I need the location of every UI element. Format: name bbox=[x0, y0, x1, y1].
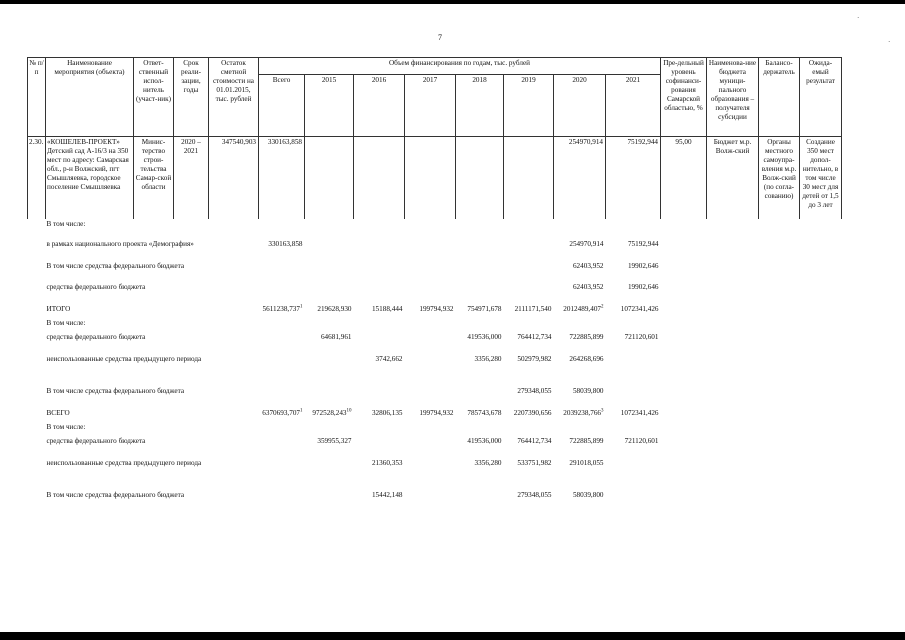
header-funding: Объем финансирования по годам, тыс. рублей bbox=[259, 58, 661, 75]
cell-2015: 64681,961 bbox=[320, 332, 352, 341]
cell-2016: 3742,662 bbox=[375, 354, 403, 363]
page-number: 7 bbox=[438, 33, 442, 42]
cell-2016: 15442,148 bbox=[371, 490, 403, 499]
row-label: В том числе средства федерального бюджета bbox=[46, 490, 185, 499]
cell-2018: 3356,280 bbox=[474, 354, 502, 363]
row-label: средства федерального бюджета bbox=[46, 332, 146, 341]
cell-2016: 32806,135 bbox=[371, 408, 403, 417]
cell-2020: 58039,800 bbox=[572, 490, 604, 499]
cell-2020: 264268,696 bbox=[569, 354, 604, 363]
table-row bbox=[28, 408, 842, 422]
row-label: ВСЕГО bbox=[46, 408, 70, 417]
cell-2018: 419536,000 bbox=[467, 436, 502, 445]
cell-2018: 3356,280 bbox=[474, 458, 502, 467]
cell-2020: 2039238,766 bbox=[563, 408, 601, 417]
cell-2019: 533751,982 bbox=[517, 458, 552, 467]
header-2019: 2019 bbox=[504, 75, 554, 137]
row-label: в рамках национального проекта «Демография» bbox=[46, 239, 194, 248]
row-label: ИТОГО bbox=[46, 304, 71, 313]
header-num: № п/п bbox=[28, 58, 46, 137]
table-row bbox=[28, 354, 842, 386]
scan-mark: · bbox=[857, 14, 860, 22]
cell-2015: 359955,327 bbox=[317, 436, 352, 445]
scan-mark: · bbox=[888, 38, 891, 46]
header-executor: Ответ-ственный испол-нитель (участ-ник) bbox=[134, 58, 174, 137]
row-label: В том числе: bbox=[46, 318, 86, 327]
table-row bbox=[28, 332, 842, 354]
cell-2021: 1072341,426 bbox=[620, 408, 659, 417]
row-label: неиспользованные средства предыдущего периода bbox=[46, 354, 202, 363]
cell-2021: 19902,646 bbox=[627, 282, 659, 291]
main-budget: Бюджет м.р. Волж-ский bbox=[707, 137, 759, 219]
header-2016: 2016 bbox=[354, 75, 405, 137]
cell-2018: 419536,000 bbox=[467, 332, 502, 341]
cell-2021: 75192,944 bbox=[627, 239, 659, 248]
table-row bbox=[28, 422, 842, 436]
cell-total: 330163,858 bbox=[268, 239, 303, 248]
top-border bbox=[0, 0, 905, 4]
cell-2019: 2111171,540 bbox=[514, 304, 552, 313]
cell-2017: 199794,932 bbox=[419, 304, 454, 313]
header-2015: 2015 bbox=[305, 75, 354, 137]
main-2021: 75192,944 bbox=[606, 137, 661, 219]
cell-2020: 722885,899 bbox=[569, 436, 604, 445]
cell-2015: 219628,930 bbox=[317, 304, 352, 313]
cell-2020: 2012489,407 bbox=[563, 304, 601, 313]
main-total: 330163,858 bbox=[259, 137, 305, 219]
main-result: Создание 350 мест допол-нительно, в том числе 30 мест для детей от 1,5 до 3 лет bbox=[800, 137, 842, 219]
table-row bbox=[28, 261, 842, 282]
footnote-marker: 10 bbox=[346, 408, 352, 414]
cell-2016: 15188,444 bbox=[371, 304, 403, 313]
cell-total: 5611238,737 bbox=[262, 304, 300, 313]
header-term: Срок реали-зации, годы bbox=[174, 58, 209, 137]
main-holder: Органы местного самоупра-вления м.р. Волж-ский (по согла-сованию) bbox=[759, 137, 800, 219]
cell-2015: 972528,243 bbox=[312, 408, 347, 417]
row-label: средства федерального бюджета bbox=[46, 282, 146, 291]
main-num: 2.30. bbox=[28, 137, 46, 219]
table-row bbox=[28, 219, 842, 239]
main-name: «КОШЕЛЕВ-ПРОЕКТ» Детский сад А-16/3 на 350 мест по адресу: Самарская обл., р-н Волжский, пгт Смышляевка, городское поселение Смышляевка bbox=[46, 137, 134, 219]
bottom-border bbox=[0, 632, 905, 640]
cell-2020: 722885,899 bbox=[569, 332, 604, 341]
cell-2021: 19902,646 bbox=[627, 261, 659, 270]
cell-2018: 785743,678 bbox=[467, 408, 502, 417]
cell-2021: 721120,601 bbox=[624, 436, 659, 445]
cell-2018: 754971,678 bbox=[467, 304, 502, 313]
header-total: Всего bbox=[259, 75, 305, 137]
table-row bbox=[28, 304, 842, 318]
header-holder: Балансо-держатель bbox=[759, 58, 800, 137]
cell-2019: 2207390,656 bbox=[513, 408, 552, 417]
cell-2019: 279348,055 bbox=[517, 386, 552, 395]
row-label: неиспользованные средства предыдущего периода bbox=[46, 458, 202, 467]
main-term: 2020 – 2021 bbox=[174, 137, 209, 219]
footnote-marker: 3 bbox=[601, 408, 604, 414]
header-cofinance: Пре-дельный уровень софинанси-рования Самарской областью, % bbox=[661, 58, 707, 137]
main-2020: 254970,914 bbox=[554, 137, 606, 219]
table-row bbox=[28, 282, 842, 304]
header-2017: 2017 bbox=[405, 75, 456, 137]
cell-total: 6370693,707 bbox=[262, 408, 300, 417]
main-remaining: 347540,903 bbox=[209, 137, 259, 219]
cell-2019: 764412,734 bbox=[517, 332, 552, 341]
footnote-marker: 1 bbox=[300, 408, 303, 414]
header-result: Ожида-емый результат bbox=[800, 58, 842, 137]
main-executor: Минис-терство строи-тельства Самар-ской области bbox=[134, 137, 174, 219]
cell-2020: 62403,952 bbox=[572, 282, 604, 291]
table-row bbox=[28, 239, 842, 261]
footnote-marker: 2 bbox=[601, 304, 604, 310]
cell-2021: 1072341,426 bbox=[620, 304, 659, 313]
cell-2020: 58039,800 bbox=[572, 386, 604, 395]
table-row bbox=[28, 490, 842, 512]
cell-2019: 764412,734 bbox=[517, 436, 552, 445]
row-label: В том числе средства федерального бюджета bbox=[46, 386, 185, 395]
table-row bbox=[28, 458, 842, 490]
cell-2021: 721120,601 bbox=[624, 332, 659, 341]
table-row bbox=[28, 386, 842, 408]
funding-table bbox=[27, 57, 842, 512]
cell-2017: 199794,932 bbox=[419, 408, 454, 417]
table-row bbox=[28, 318, 842, 332]
cell-2020: 291018,055 bbox=[569, 458, 604, 467]
cell-2019: 279348,055 bbox=[517, 490, 552, 499]
main-cofinance: 95,00 bbox=[661, 137, 707, 219]
row-label: В том числе: bbox=[46, 219, 86, 228]
footnote-marker: 1 bbox=[300, 304, 303, 310]
main-row bbox=[28, 137, 842, 219]
header-remaining: Остаток сметной стоимости на 01.01.2015, тыс. рублей bbox=[209, 58, 259, 137]
cell-2020: 254970,914 bbox=[569, 239, 604, 248]
table-row bbox=[28, 436, 842, 458]
cell-2019: 502979,982 bbox=[517, 354, 552, 363]
row-label: средства федерального бюджета bbox=[46, 436, 146, 445]
cell-2020: 62403,952 bbox=[572, 261, 604, 270]
row-label: В том числе средства федерального бюджета bbox=[46, 261, 185, 270]
row-label: В том числе: bbox=[46, 422, 86, 431]
header-budget: Наименова-ние бюджета муници-пального образования – получателя субсидии bbox=[707, 58, 759, 137]
header-2018: 2018 bbox=[456, 75, 504, 137]
header-2020: 2020 bbox=[554, 75, 606, 137]
cell-2016: 21360,353 bbox=[371, 458, 403, 467]
header-name: Наименование мероприятия (объекта) bbox=[46, 58, 134, 137]
header-2021: 2021 bbox=[606, 75, 661, 137]
